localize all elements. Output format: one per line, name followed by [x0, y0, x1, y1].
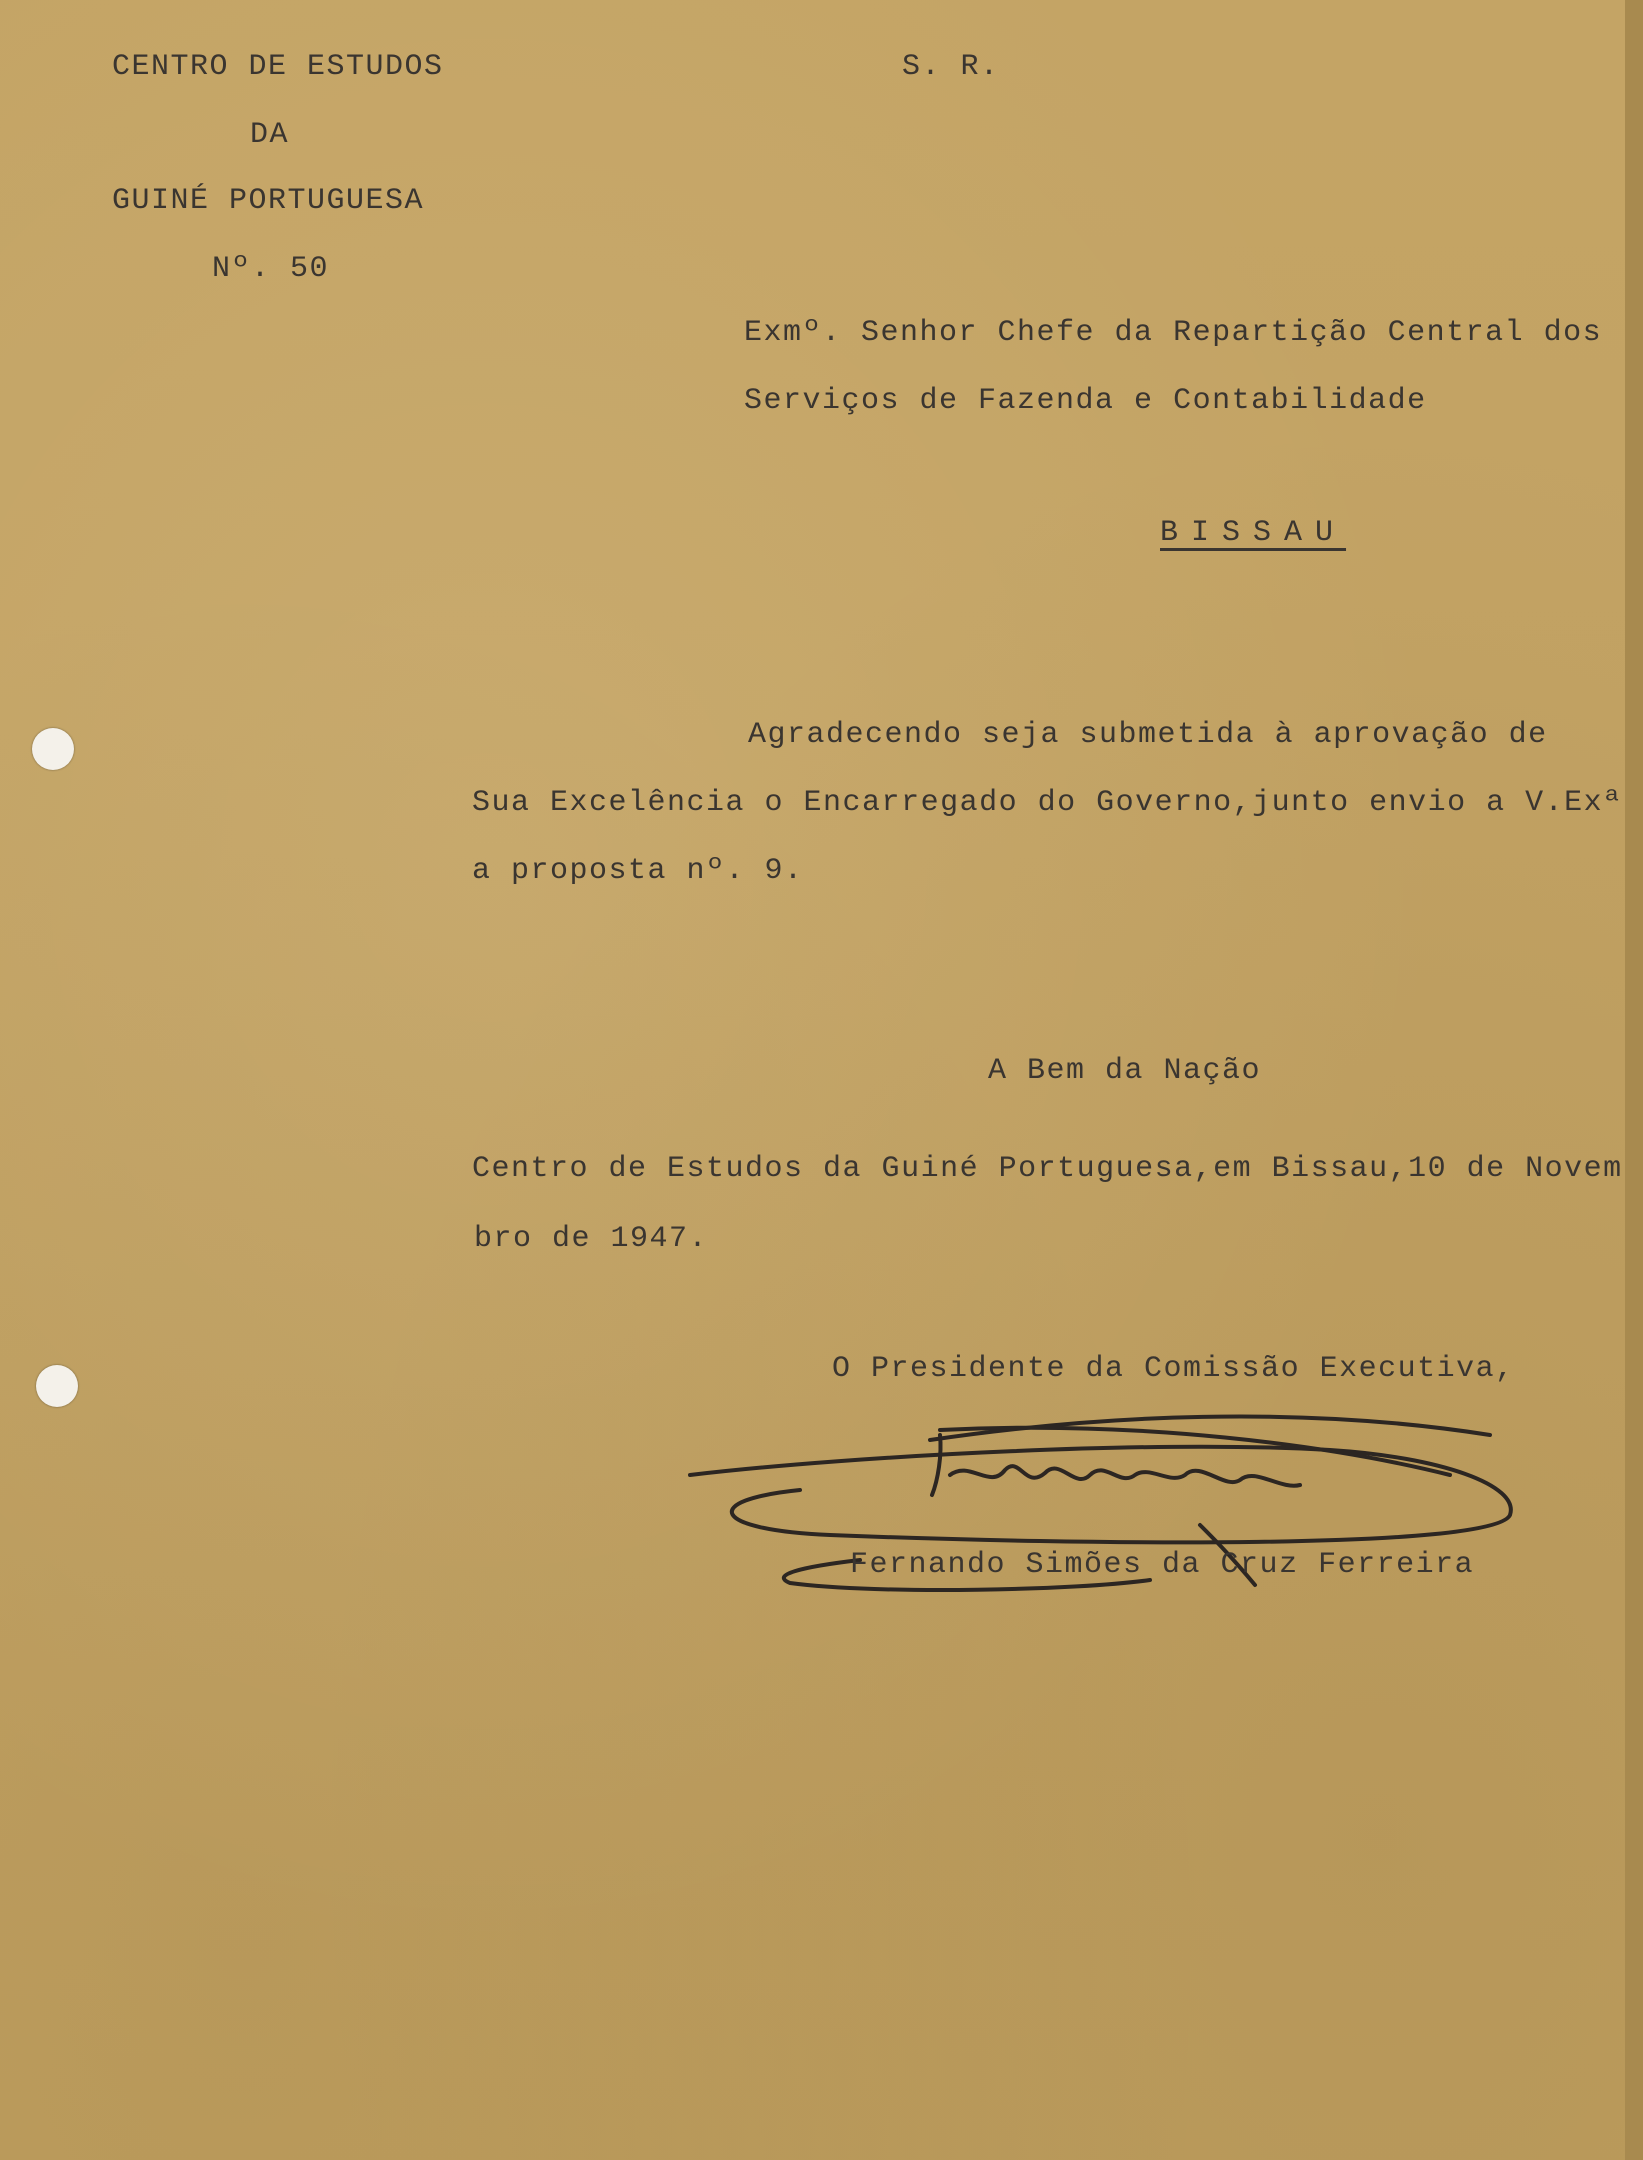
document-number: Nº. 50	[212, 252, 330, 286]
place-date-line2: bro de 1947.	[474, 1222, 709, 1256]
addressee-line2: Serviços de Fazenda e Contabilidade	[744, 384, 1427, 418]
org-line1: CENTRO DE ESTUDOS	[112, 50, 444, 84]
addressee-city: BISSAU	[1160, 516, 1347, 550]
body-line2: Sua Excelência o Encarregado do Governo,junto envio a V.Exª	[472, 786, 1623, 820]
signatory-name: Fernando Simões da Cruz Ferreira	[850, 1548, 1475, 1582]
place-date-line1: Centro de Estudos da Guiné Portuguesa,em Bissau,10 de Novem	[472, 1152, 1623, 1186]
handwritten-signature	[680, 1395, 1530, 1635]
punch-hole-bottom	[36, 1365, 78, 1407]
body-line3: a proposta nº. 9.	[472, 854, 804, 888]
org-line3: GUINÉ PORTUGUESA	[112, 184, 425, 218]
addressee-line1: Exmº. Senhor Chefe da Repartição Central dos	[744, 316, 1603, 350]
service-mark: S. R.	[902, 50, 1000, 84]
body-line1: Agradecendo seja submetida à aprovação de	[748, 718, 1548, 752]
org-line2: DA	[250, 118, 290, 152]
signatory-role: O Presidente da Comissão Executiva,	[832, 1352, 1515, 1386]
salutation: A Bem da Nação	[988, 1054, 1262, 1088]
punch-hole-top	[32, 728, 74, 770]
